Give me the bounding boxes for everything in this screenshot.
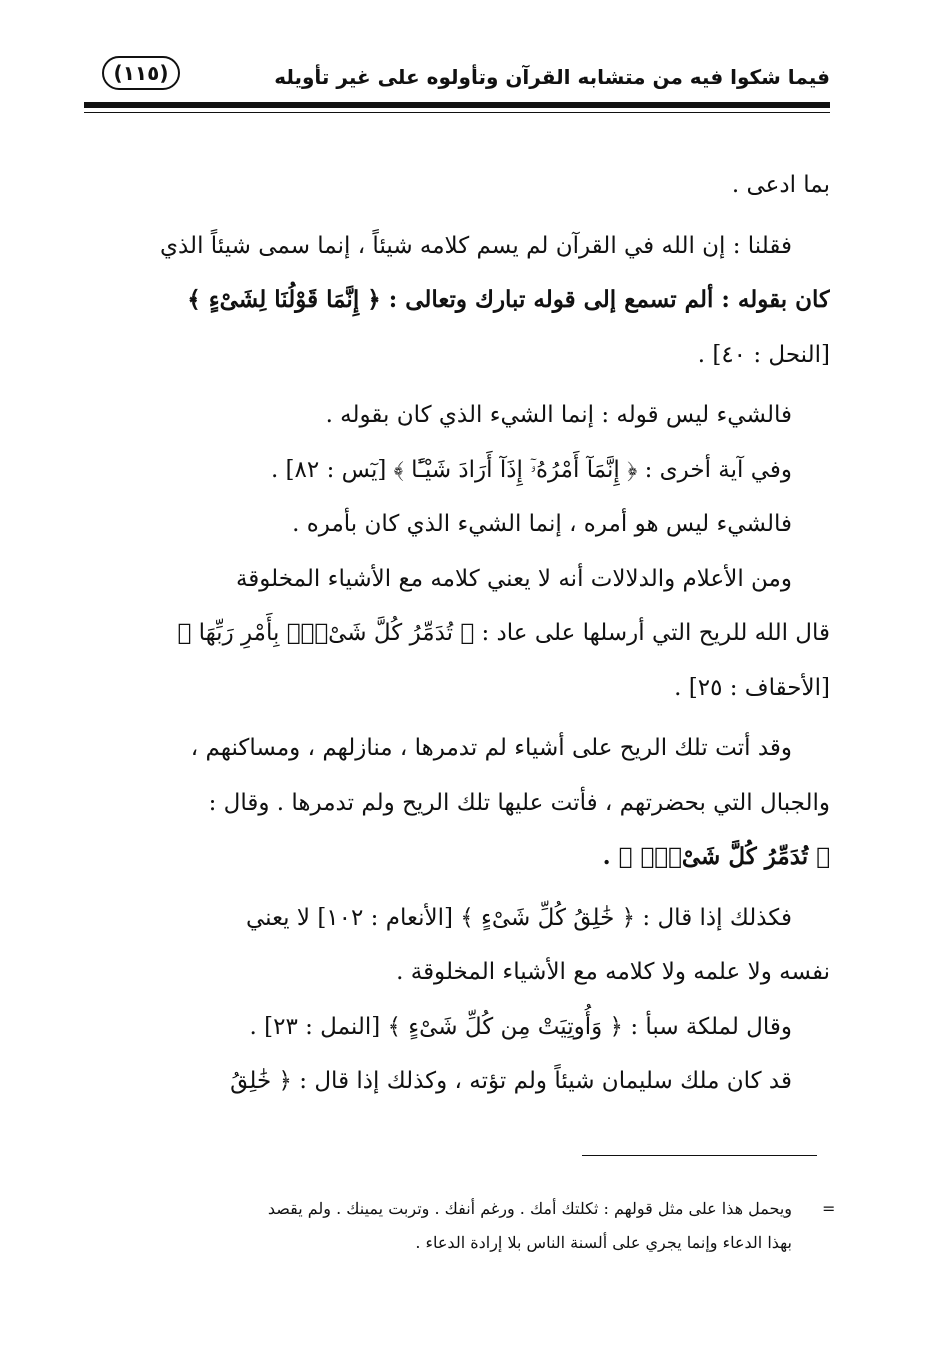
text-line: فالشيء ليس قوله : إنما الشيء الذي كان بقوله . <box>325 402 792 428</box>
text-line-with-verse: وقال لملكة سبأ : ﴿ وَأُوتِيَتْ مِن كُلِّ شَىْءٍ ﴾ [النمل : ٢٣] . <box>249 1013 792 1040</box>
verse-line: ﴿ تُدَمِّرُ كُلَّ شَىْءٍۭ ﴾ . <box>602 843 830 870</box>
text-line: فقلنا : إن الله في القرآن لم يسم كلامه شيئاً ، إنما سمى شيئاً الذي <box>159 232 792 259</box>
footnote-separator <box>582 1155 817 1156</box>
text-line: فالشيء ليس هو أمره ، إنما الشيء الذي كان بأمره . <box>292 511 792 537</box>
verse-citation: [النحل : ٤٠] . <box>697 341 830 368</box>
text-line-with-verse: قال الله للريح التي أرسلها على عاد : ﴿ تُدَمِّرُ كُلَّ شَىْءٍۭ بِأَمْرِ رَبِّهَا ﴾ <box>177 620 830 646</box>
text-line: بما ادعى . <box>731 172 830 198</box>
page-number: (١١٥) <box>102 56 180 90</box>
text-line: قد كان ملك سليمان شيئاً ولم تؤته ، وكذلك إذا قال : ﴿ خَٰلِقُ <box>230 1068 792 1094</box>
header-rule-thin <box>84 112 830 113</box>
text-line-with-verse: فكذلك إذا قال : ﴿ خَٰلِقُ كُلِّ شَىْءٍ ﴾ [الأنعام : ١٠٢] لا يعني <box>245 904 792 931</box>
main-text <box>86 158 830 1109</box>
verse-citation: [الأحقاف : ٢٥] . <box>674 674 830 701</box>
footnote-line: ويحمل هذا على مثل قولهم : ثكلتك أمك . ورغم أنفك . وتربت يمينك . ولم يقصد <box>267 1199 792 1218</box>
text-line: والجبال التي بحضرتهم ، فأتت عليها تلك الريح ولم تدمرها . وقال : <box>208 789 830 816</box>
header-rule-thick <box>84 102 830 108</box>
footnote <box>84 1192 792 1260</box>
text-line: ومن الأعلام والدلالات أنه لا يعني كلامه مع الأشياء المخلوقة <box>235 565 792 592</box>
footnote-continuation-marker: = <box>822 1199 836 1218</box>
text-line: نفسه ولا علمه ولا كلامه مع الأشياء المخلوقة . <box>396 959 830 985</box>
footnote-line: بهذا الدعاء وإنما يجري على ألسنة الناس بلا إرادة الدعاء . <box>415 1233 792 1252</box>
text-line-with-verse: كان بقوله : ألم تسمع إلى قوله تبارك وتعالى : ﴿ إِنَّمَا قَوْلُنَا لِشَىْءٍ ﴾ <box>187 286 830 313</box>
text-line-with-verse: وفي آية أخرى : ﴿ إِنَّمَآ أَمْرُهُۥٓ إِذَآ أَرَادَ شَيْـًٔا ﴾ [يٓس : ٨٢] . <box>270 456 792 483</box>
text-line: وقد أتت تلك الريح على أشياء لم تدمرها ، منازلهم ، ومساكنهم ، <box>190 735 792 761</box>
page-header <box>84 54 830 98</box>
running-title: فيما شكوا فيه من متشابه القرآن وتأولوه على غير تأويله <box>274 65 830 89</box>
